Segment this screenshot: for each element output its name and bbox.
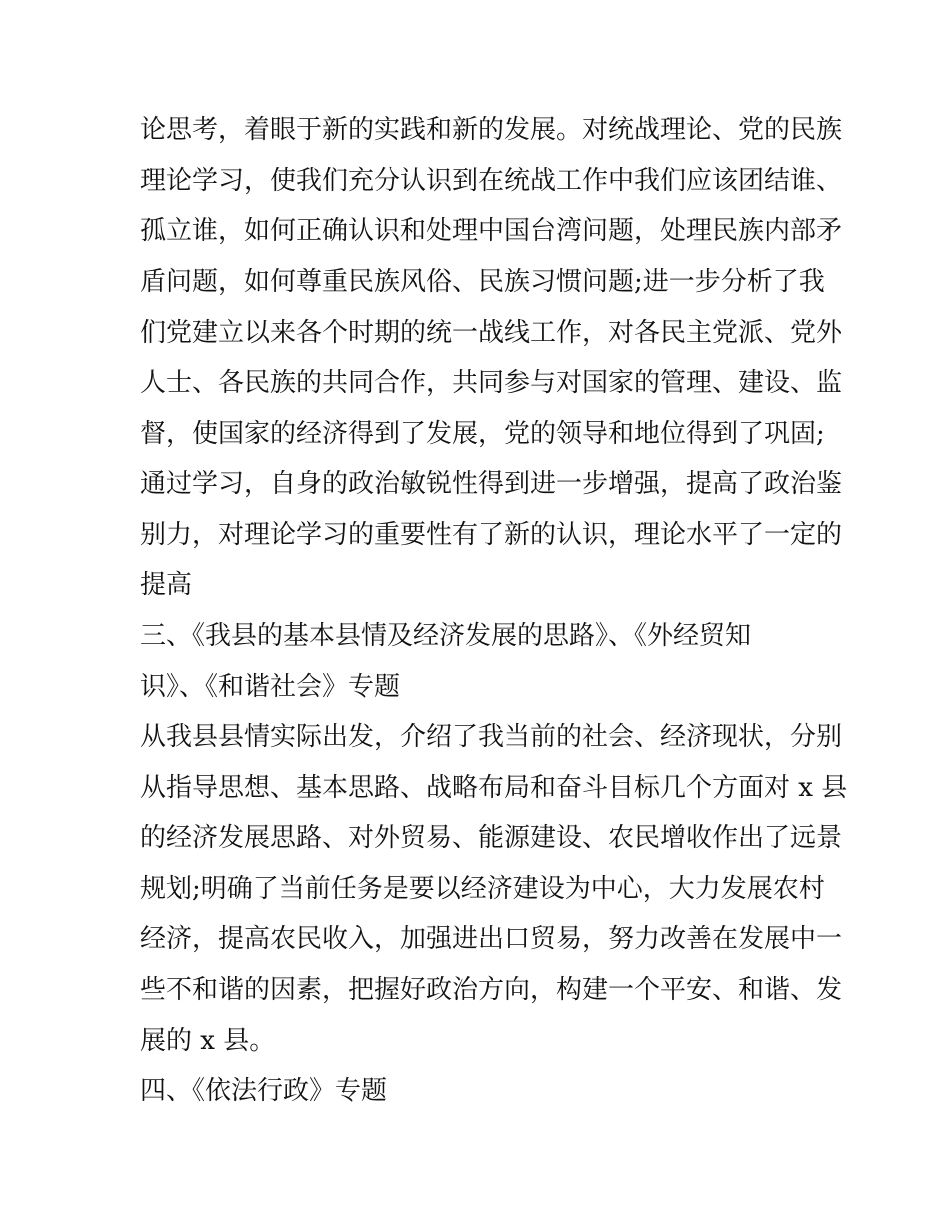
paragraph-line: 盾问题，如何尊重民族风俗、民族习惯问题;进一步分析了我 — [140, 267, 825, 297]
section-heading: 识》、《和谐社会》专题 — [140, 672, 401, 702]
paragraph-line: 孤立谁，如何正确认识和处理中国台湾问题，处理民族内部矛 — [140, 216, 843, 246]
paragraph-line: 规划;明确了当前任务是要以经济建设为中心，大力发展农村 — [140, 874, 825, 904]
paragraph-line: 人士、各民族的共同合作，共同参与对国家的管理、建设、监 — [140, 368, 843, 398]
paragraph-line: 理论学习，使我们充分认识到在统战工作中我们应该团结谁、 — [140, 166, 843, 196]
paragraph-line: 经济，提高农民收入，加强进出口贸易，努力改善在发展中一 — [140, 924, 843, 954]
paragraph-line: 别力，对理论学习的重要性有了新的认识，理论水平了一定的 — [140, 520, 843, 550]
section-heading: 三、《我县的基本县情及经济发展的思路》、《外经贸知 — [140, 621, 752, 651]
paragraph-line: 从指导思想、基本思路、战略布局和奋斗目标几个方面对 x 县 — [140, 773, 848, 803]
paragraph-line: 展的 x 县。 — [140, 1026, 276, 1056]
paragraph-line: 些不和谐的因素，把握好政治方向，构建一个平安、和谐、发 — [140, 975, 843, 1005]
paragraph-line: 从我县县情实际出发，介绍了我当前的社会、经济现状，分别 — [140, 722, 843, 752]
paragraph-line: 提高 — [140, 570, 193, 600]
paragraph-line: 论思考，着眼于新的实践和新的发展。对统战理论、党的民族 — [140, 115, 843, 145]
paragraph-line: 们党建立以来各个时期的统一战线工作，对各民主党派、党外 — [140, 318, 843, 348]
paragraph-line: 通过学习，自身的政治敏锐性得到进一步增强，提高了政治鉴 — [140, 469, 843, 499]
paragraph-line: 的经济发展思路、对外贸易、能源建设、农民增收作出了远景 — [140, 823, 843, 853]
paragraph-line: 督，使国家的经济得到了发展，党的领导和地位得到了巩固; — [140, 419, 825, 449]
section-heading: 四、《依法行政》专题 — [140, 1076, 388, 1106]
